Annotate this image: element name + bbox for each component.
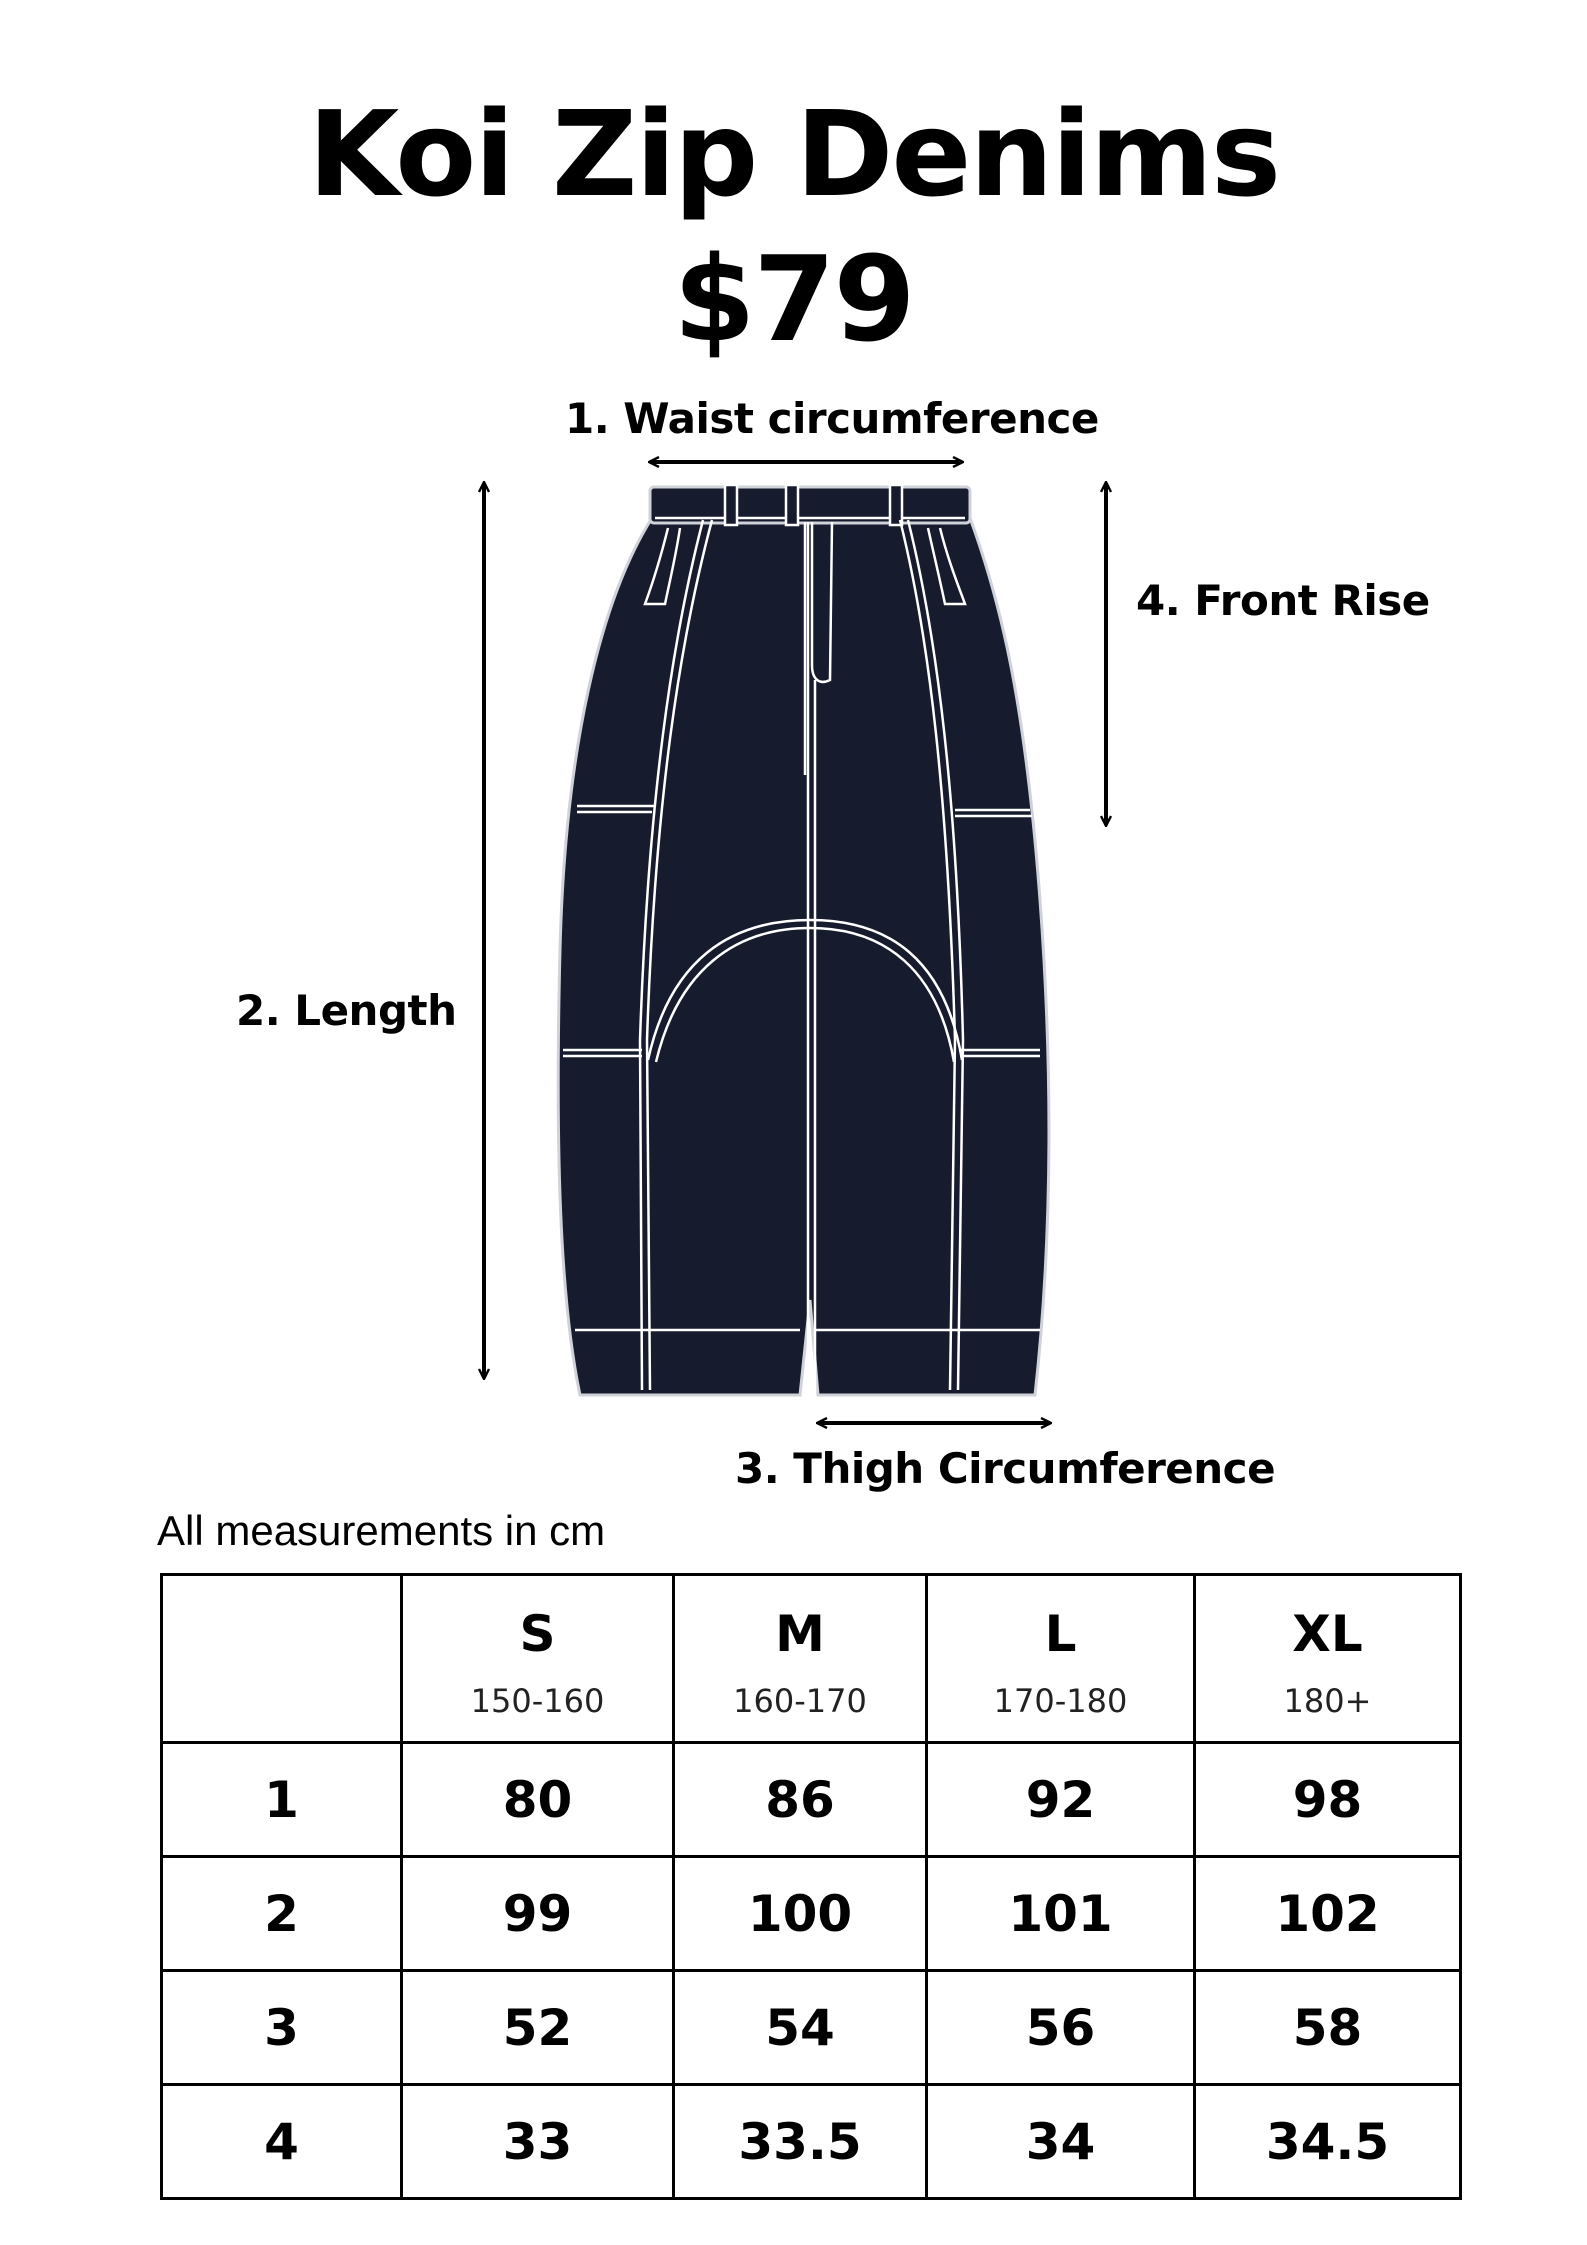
size-range: 160-170	[733, 1681, 867, 1720]
size-range: 180+	[1283, 1681, 1372, 1720]
size-header-s	[402, 1575, 674, 1743]
row-id: 4	[162, 2085, 402, 2199]
table-cell: 33	[402, 2085, 674, 2199]
table-cell: 92	[927, 1743, 1195, 1857]
table-row	[162, 2085, 1461, 2199]
table-cell: 101	[927, 1857, 1195, 1971]
row-id: 1	[162, 1743, 402, 1857]
table-cell: 56	[927, 1971, 1195, 2085]
units-note: All measurements in cm	[157, 1507, 606, 1554]
front-rise-label: 4. Front Rise	[1136, 576, 1430, 625]
table-cell: 54	[674, 1971, 927, 2085]
length-label: 2. Length	[236, 986, 457, 1035]
size-header-m	[674, 1575, 927, 1743]
table-cell: 80	[402, 1743, 674, 1857]
row-id: 2	[162, 1857, 402, 1971]
table-cell: 33.5	[674, 2085, 927, 2199]
table-cell: 58	[1195, 1971, 1461, 2085]
waist-label: 1. Waist circumference	[565, 394, 1099, 443]
table-cell: 100	[674, 1857, 927, 1971]
table-cell: 102	[1195, 1857, 1461, 1971]
belt-loop-right	[890, 485, 902, 525]
table-row	[162, 1971, 1461, 2085]
table-cell: 98	[1195, 1743, 1461, 1857]
size-header-xl	[1195, 1575, 1461, 1743]
table-cell: 34	[927, 2085, 1195, 2199]
size-code: L	[1044, 1604, 1077, 1663]
table-cell: 99	[402, 1857, 674, 1971]
corner-cell	[162, 1575, 402, 1743]
size-chart-table	[160, 1573, 1462, 2200]
row-id: 3	[162, 1971, 402, 2085]
pants-illustration	[558, 485, 1049, 1395]
table-row	[162, 1857, 1461, 1971]
size-code: M	[775, 1604, 825, 1663]
size-header-row	[162, 1575, 1461, 1743]
table-row	[162, 1743, 1461, 1857]
pants-body	[558, 518, 1049, 1395]
thigh-label: 3. Thigh Circumference	[735, 1444, 1276, 1493]
size-range: 170-180	[993, 1681, 1128, 1720]
size-code: S	[519, 1604, 556, 1663]
table-cell: 34.5	[1195, 2085, 1461, 2199]
size-header-l	[927, 1575, 1195, 1743]
table-cell: 52	[402, 1971, 674, 2085]
product-title: Koi Zip Denims	[307, 85, 1280, 223]
belt-loop-left	[725, 485, 737, 525]
product-price: $79	[673, 230, 914, 368]
belt-loop-center	[786, 485, 798, 525]
table-cell: 86	[674, 1743, 927, 1857]
size-range: 150-160	[470, 1681, 605, 1720]
size-code: XL	[1292, 1604, 1363, 1663]
